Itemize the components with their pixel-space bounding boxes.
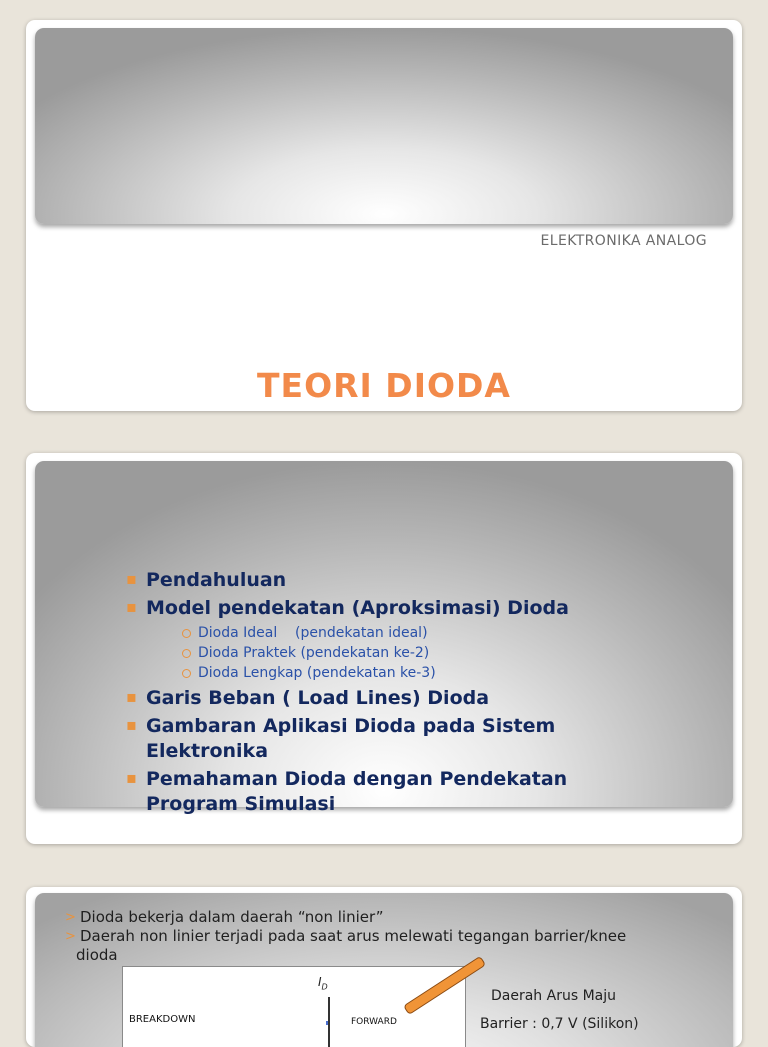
chevron-bullet-icon: > xyxy=(65,929,76,944)
bullet-icon: ▪ xyxy=(126,767,137,787)
slide-body xyxy=(62,908,702,965)
course-subtitle: ELEKTRONIKA ANALOG xyxy=(540,233,707,249)
slide-title-text: TEORI DIODA xyxy=(257,366,511,405)
axis-tick xyxy=(326,1021,328,1025)
body-line: > Dioda bekerja dalam daerah “non linier” xyxy=(65,908,384,926)
outline-item: ▪ Pendahuluan xyxy=(128,568,648,594)
bullet-icon: ▪ xyxy=(126,596,137,616)
outline-item: ▪ Garis Beban ( Load Lines) Dioda xyxy=(128,686,648,712)
current-axis-label: $I_D$ xyxy=(318,975,328,992)
outline-panel xyxy=(35,461,733,815)
outline-list xyxy=(128,568,648,820)
bullet-icon: ▪ xyxy=(126,687,137,706)
outline-subitem: Dioda Praktek (pendekatan ke-2) xyxy=(182,643,648,663)
body-line: > Daerah non linier terjadi pada saat arus melewati tegangan barrier/knee xyxy=(65,927,627,945)
slide-title xyxy=(26,20,742,411)
slide-diode-nonlinear xyxy=(26,887,742,1047)
bullet-icon: ▪ xyxy=(126,569,137,588)
slide-outline xyxy=(26,453,742,844)
bullet-icon: ▪ xyxy=(126,714,137,734)
chevron-bullet-icon: > xyxy=(65,910,76,925)
circle-bullet-icon xyxy=(182,649,191,658)
body-line-continuation: dioda xyxy=(76,946,118,964)
outline-item: ▪ Gambaran Aplikasi Dioda pada Sistem Elektronika xyxy=(128,714,648,765)
title-banner xyxy=(35,28,733,224)
outline-subitem: Dioda Ideal (pendekatan ideal) xyxy=(182,623,648,643)
forward-label: FORWARD xyxy=(351,1017,397,1027)
circle-bullet-icon xyxy=(182,669,191,678)
outline-subitem: Dioda Lengkap (pendekatan ke-3) xyxy=(182,663,648,683)
vertical-axis xyxy=(328,997,330,1047)
outline-item: ▪ Model pendekatan (Aproksimasi) Dioda xyxy=(128,596,648,622)
breakdown-label: BREAKDOWN xyxy=(129,1014,196,1025)
annotation-forward-region: Daerah Arus Maju xyxy=(491,988,617,1004)
outline-sublist xyxy=(182,623,648,683)
outline-item: ▪ Pemahaman Dioda dengan Pendekatan Program Simulasi xyxy=(128,767,648,818)
circle-bullet-icon xyxy=(182,629,191,638)
annotation-barrier: Barrier : 0,7 V (Silikon) xyxy=(480,1016,639,1032)
